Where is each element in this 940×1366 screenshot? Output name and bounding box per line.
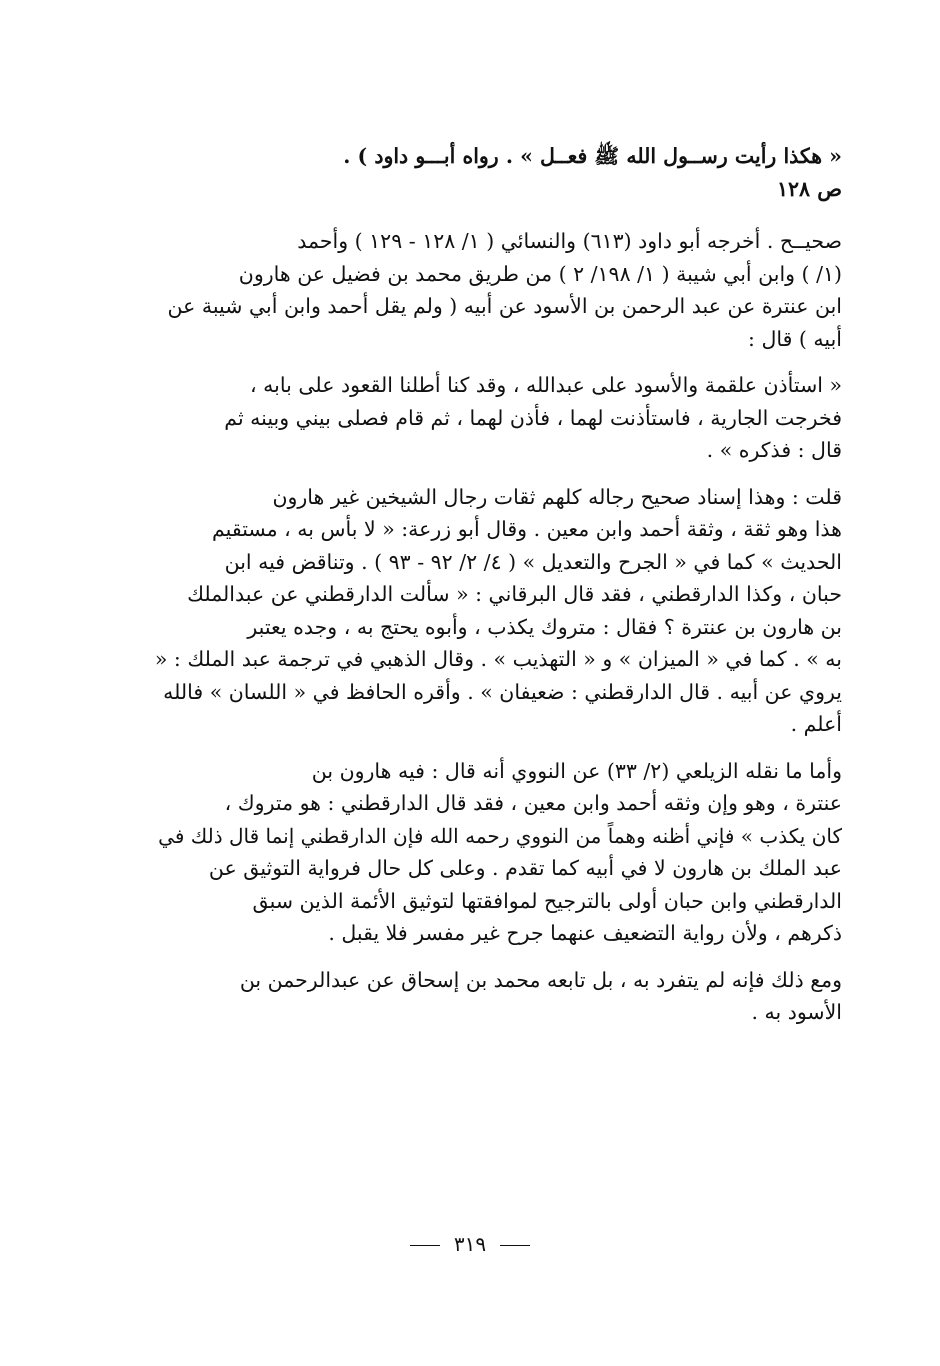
paragraph-commentary (152, 481, 842, 741)
text-line: صحيــح . أخرجه أبو داود (٦١٣) والنسائي ( ١/ ١٢٨ - ١٢٩ ) وأحمد (297, 229, 842, 253)
text-line: فخرجت الجارية ، فاستأذنت لهما ، فأذن لهما ، ثم قام فصلى بيني وبينه ثم (224, 405, 842, 430)
text-line: حبان ، وكذا الدارقطني ، فقد قال البرقاني : « سألت الدارقطني عن عبدالملك (187, 582, 842, 606)
text-line: كان يكذب » فإني أظنه وهماً من النووي رحمه الله فإن الدارقطني إنما قال ذلك في (158, 823, 842, 848)
text-line: أعلم . (790, 712, 842, 736)
text-line: الحديث » كما في « الجرح والتعديل » ( ٤/ ٢/ ٩٢ - ٩٣ ) . وتناقض فيه ابن (224, 549, 842, 574)
paragraph-zaylai (152, 755, 842, 950)
text-line: به » . كما في « الميزان » و « التهذيب » . وقال الذهبي في ترجمة عبد الملك : « (154, 647, 842, 671)
hadith-heading-line: « هكذا رأيت رســول الله ﷺ فعــل » . رواه أبـــو داود ) . (343, 144, 842, 168)
text-line: وأما ما نقله الزيلعي (٢/ ٣٣) عن النووي أنه قال : فيه هارون بن (311, 758, 842, 783)
text-line: الدارقطني وابن حبان أولى بالترجيح لموافقتها لتوثيق الأئمة الذين سبق (252, 888, 842, 913)
text-line: الأسود به . (751, 1000, 842, 1024)
text-line: عنترة ، وهو وإن وثقه أحمد وابن معين ، فقد قال الدارقطني : هو متروك ، (224, 791, 842, 815)
text-line: عبد الملك بن هارون لا في أبيه كما تقدم . وعلى كل حال فرواية التوثيق عن (208, 856, 842, 880)
text-line: ومع ذلك فإنه لم يتفرد به ، بل تابعه محمد بن إسحاق عن عبدالرحمن بن (239, 967, 842, 992)
text-line: أبيه ) قال : (748, 326, 842, 351)
footer-dash-right (500, 1245, 530, 1246)
paragraph-mutabaah (152, 964, 842, 1029)
page-reference: ص ١٢٨ (777, 176, 842, 201)
text-line: بن هارون بن عنترة ؟ فقال : متروك يكذب ، وأبوه يحتج به ، وجده يعتبر (247, 614, 842, 639)
text-line: ابن عنترة عن عبد الرحمن بن الأسود عن أبيه ( ولم يقل أحمد وابن أبي شيبة عن (167, 294, 842, 318)
paragraph-hadith-text (152, 369, 842, 467)
header-block (152, 140, 842, 205)
page-footer (0, 1232, 940, 1256)
text-line: هذا وهو ثقة ، وثقة أحمد وابن معين . وقال أبو زرعة: « لا بأس به ، مستقيم (212, 517, 842, 541)
text-line: يروي عن أبيه . قال الدارقطني : ضعيفان » . وأقره الحافظ في « اللسان » فالله (163, 679, 842, 704)
text-line: « استأذن علقمة والأسود على عبدالله ، وقد كنا أطلنا القعود على بابه ، (250, 373, 842, 397)
text-line: قال : فذكره » . (706, 438, 842, 462)
text-line: (١/ ) وابن أبي شيبة ( ١/ ١٩٨/ ٢ ) من طريق محمد بن فضيل عن هارون (238, 261, 842, 286)
page-number: ٣١٩ (453, 1232, 487, 1256)
text-line: ذكرهم ، ولأن رواية التضعيف عنهما جرح غير مفسر فلا يقبل . (328, 921, 842, 945)
page-body (152, 140, 842, 1029)
footer-dash-left (410, 1245, 440, 1246)
text-line: قلت : وهذا إسناد صحيح رجاله كلهم ثقات رجال الشيخين غير هارون (272, 484, 842, 509)
paragraph-takhrij (152, 225, 842, 355)
